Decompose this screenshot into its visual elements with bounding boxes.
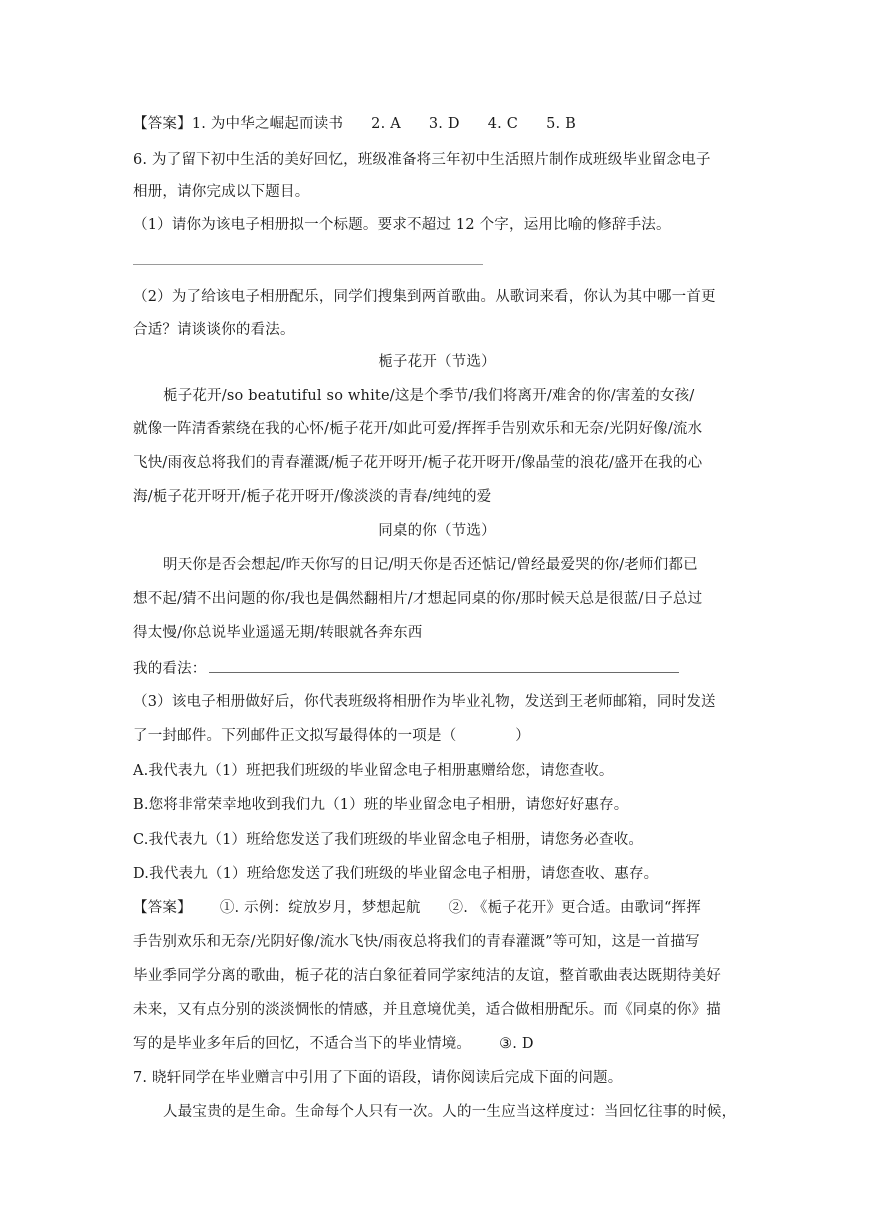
song1-line-3: 飞快/雨夜总将我们的青春灌溉/栀子花开呀开/栀子花开呀开/像晶莹的浪花/盛开在我的心 <box>133 455 703 471</box>
answer-2: 2. A <box>371 116 401 132</box>
answer-blank-line <box>133 264 483 265</box>
option-b: B.您将非常荣幸地收到我们九（1）班的毕业留念电子相册，请您好好惠存。 <box>133 797 629 813</box>
song2-title: 同桌的你（节选） <box>378 523 496 539</box>
opinion-label: 我的看法： <box>133 661 207 677</box>
q6-answer-line-3: 毕业季同学分离的歌曲，栀子花的洁白象征着同学家纯洁的友谊，整首歌曲表达既期待美好 <box>133 968 721 984</box>
song1-line-2: 就像一阵清香萦绕在我的心怀/栀子花开/如此可爱/挥挥手告别欢乐和无奈/光阴好像/流水 <box>133 421 703 437</box>
q6-answer-label: 【答案】 <box>133 900 192 916</box>
q6-sub1: （1）请你为该电子相册拟一个标题。要求不超过 12 个字，运用比喻的修辞手法。 <box>133 217 671 233</box>
q6-answer-line-2: 手告别欢乐和无奈/光阴好像/流水飞快/雨夜总将我们的青春灌溉”等可知，这是一首描写 <box>133 934 700 950</box>
song1-title: 栀子花开（节选） <box>378 354 496 370</box>
q6-sub2-line-2: 合适？请谈谈你的看法。 <box>133 322 295 338</box>
q6-intro-line-1: 6. 为了留下初中生活的美好回忆，班级准备将三年初中生活照片制作成班级毕业留念电子 <box>133 152 711 168</box>
song2-line-1: 明天你是否会想起/昨天你写的日记/明天你是否还惦记/曾经最爱哭的你/老师们都已 <box>163 557 698 573</box>
q6-answer-2-start: ②. 《栀子花开》更合适。由歌词“挥挥 <box>448 900 701 916</box>
q7-passage-line-1: 人最宝贵的是生命。生命每个人只有一次。人的一生应当这样度过：当回忆往事的时候， <box>163 1104 737 1120</box>
q6-answer-line-5 <box>133 1034 741 1054</box>
answer-label: 【答案】 <box>133 116 192 132</box>
song2-line-2: 想不起/猜不出问题的你/我也是偶然翻相片/才想起同桌的你/那时候天总是很蓝/日子总过 <box>133 591 703 607</box>
q6-intro-line-2: 相册，请你完成以下题目。 <box>133 184 310 200</box>
answer-5: 5. B <box>546 116 576 132</box>
song2-line-3: 得太慢/你总说毕业遥遥无期/转眼就各奔东西 <box>133 625 423 641</box>
answer-4: 4. C <box>487 116 519 132</box>
opinion-line <box>133 658 741 679</box>
option-a: A.我代表九（1）班把我们班级的毕业留念电子相册惠赠给您，请您查收。 <box>133 763 614 779</box>
song1-line-1: 栀子花开/so beatutiful so white/这是个季节/我们将离开/难舍的你/害羞的女孩/ <box>163 388 695 404</box>
q6-answer-line-4: 未来，又有点分别的淡淡惆怅的情感，并且意境优美，适合做相册配乐。而《同桌的你》描 <box>133 1002 721 1018</box>
answer-3: 3. D <box>428 116 460 132</box>
q6-answer-3: ③. D <box>499 1036 534 1052</box>
q6-answer-1: ①. 示例：绽放岁月，梦想起航 <box>219 900 421 916</box>
q6-sub2-line-1: （2）为了给该电子相册配乐，同学们搜集到两首歌曲。从歌词来看，你认为其中哪一首更 <box>133 289 716 305</box>
opinion-blank <box>209 658 679 673</box>
q6-sub3-line-1: （3）该电子相册做好后，你代表班级将相册作为毕业礼物，发送到王老师邮箱，同时发送 <box>133 694 716 710</box>
song1-line-4: 海/栀子花开呀开/栀子花开呀开/像淡淡的青春/纯纯的爱 <box>133 489 492 505</box>
option-c: C.我代表九（1）班给您发送了我们班级的毕业留念电子相册，请您务必查收。 <box>133 832 644 848</box>
q6-answer-2-end: 写的是毕业多年后的回忆，不适合当下的毕业情境。 <box>133 1036 472 1052</box>
q6-answer-line-1 <box>133 898 741 918</box>
answer-1: 1. 为中华之崛起而读书 <box>191 116 344 132</box>
q6-sub3-line-2: 了一封邮件。下列邮件正文拟写最得体的一项是（ ） <box>133 728 530 744</box>
answers-line-1-5 <box>133 114 741 134</box>
option-d: D.我代表九（1）班给您发送了我们班级的毕业留念电子相册，请您查收、惠存。 <box>133 866 659 882</box>
q7-intro: 7. 晓轩同学在毕业赠言中引用了下面的语段，请你阅读后完成下面的问题。 <box>133 1070 623 1086</box>
